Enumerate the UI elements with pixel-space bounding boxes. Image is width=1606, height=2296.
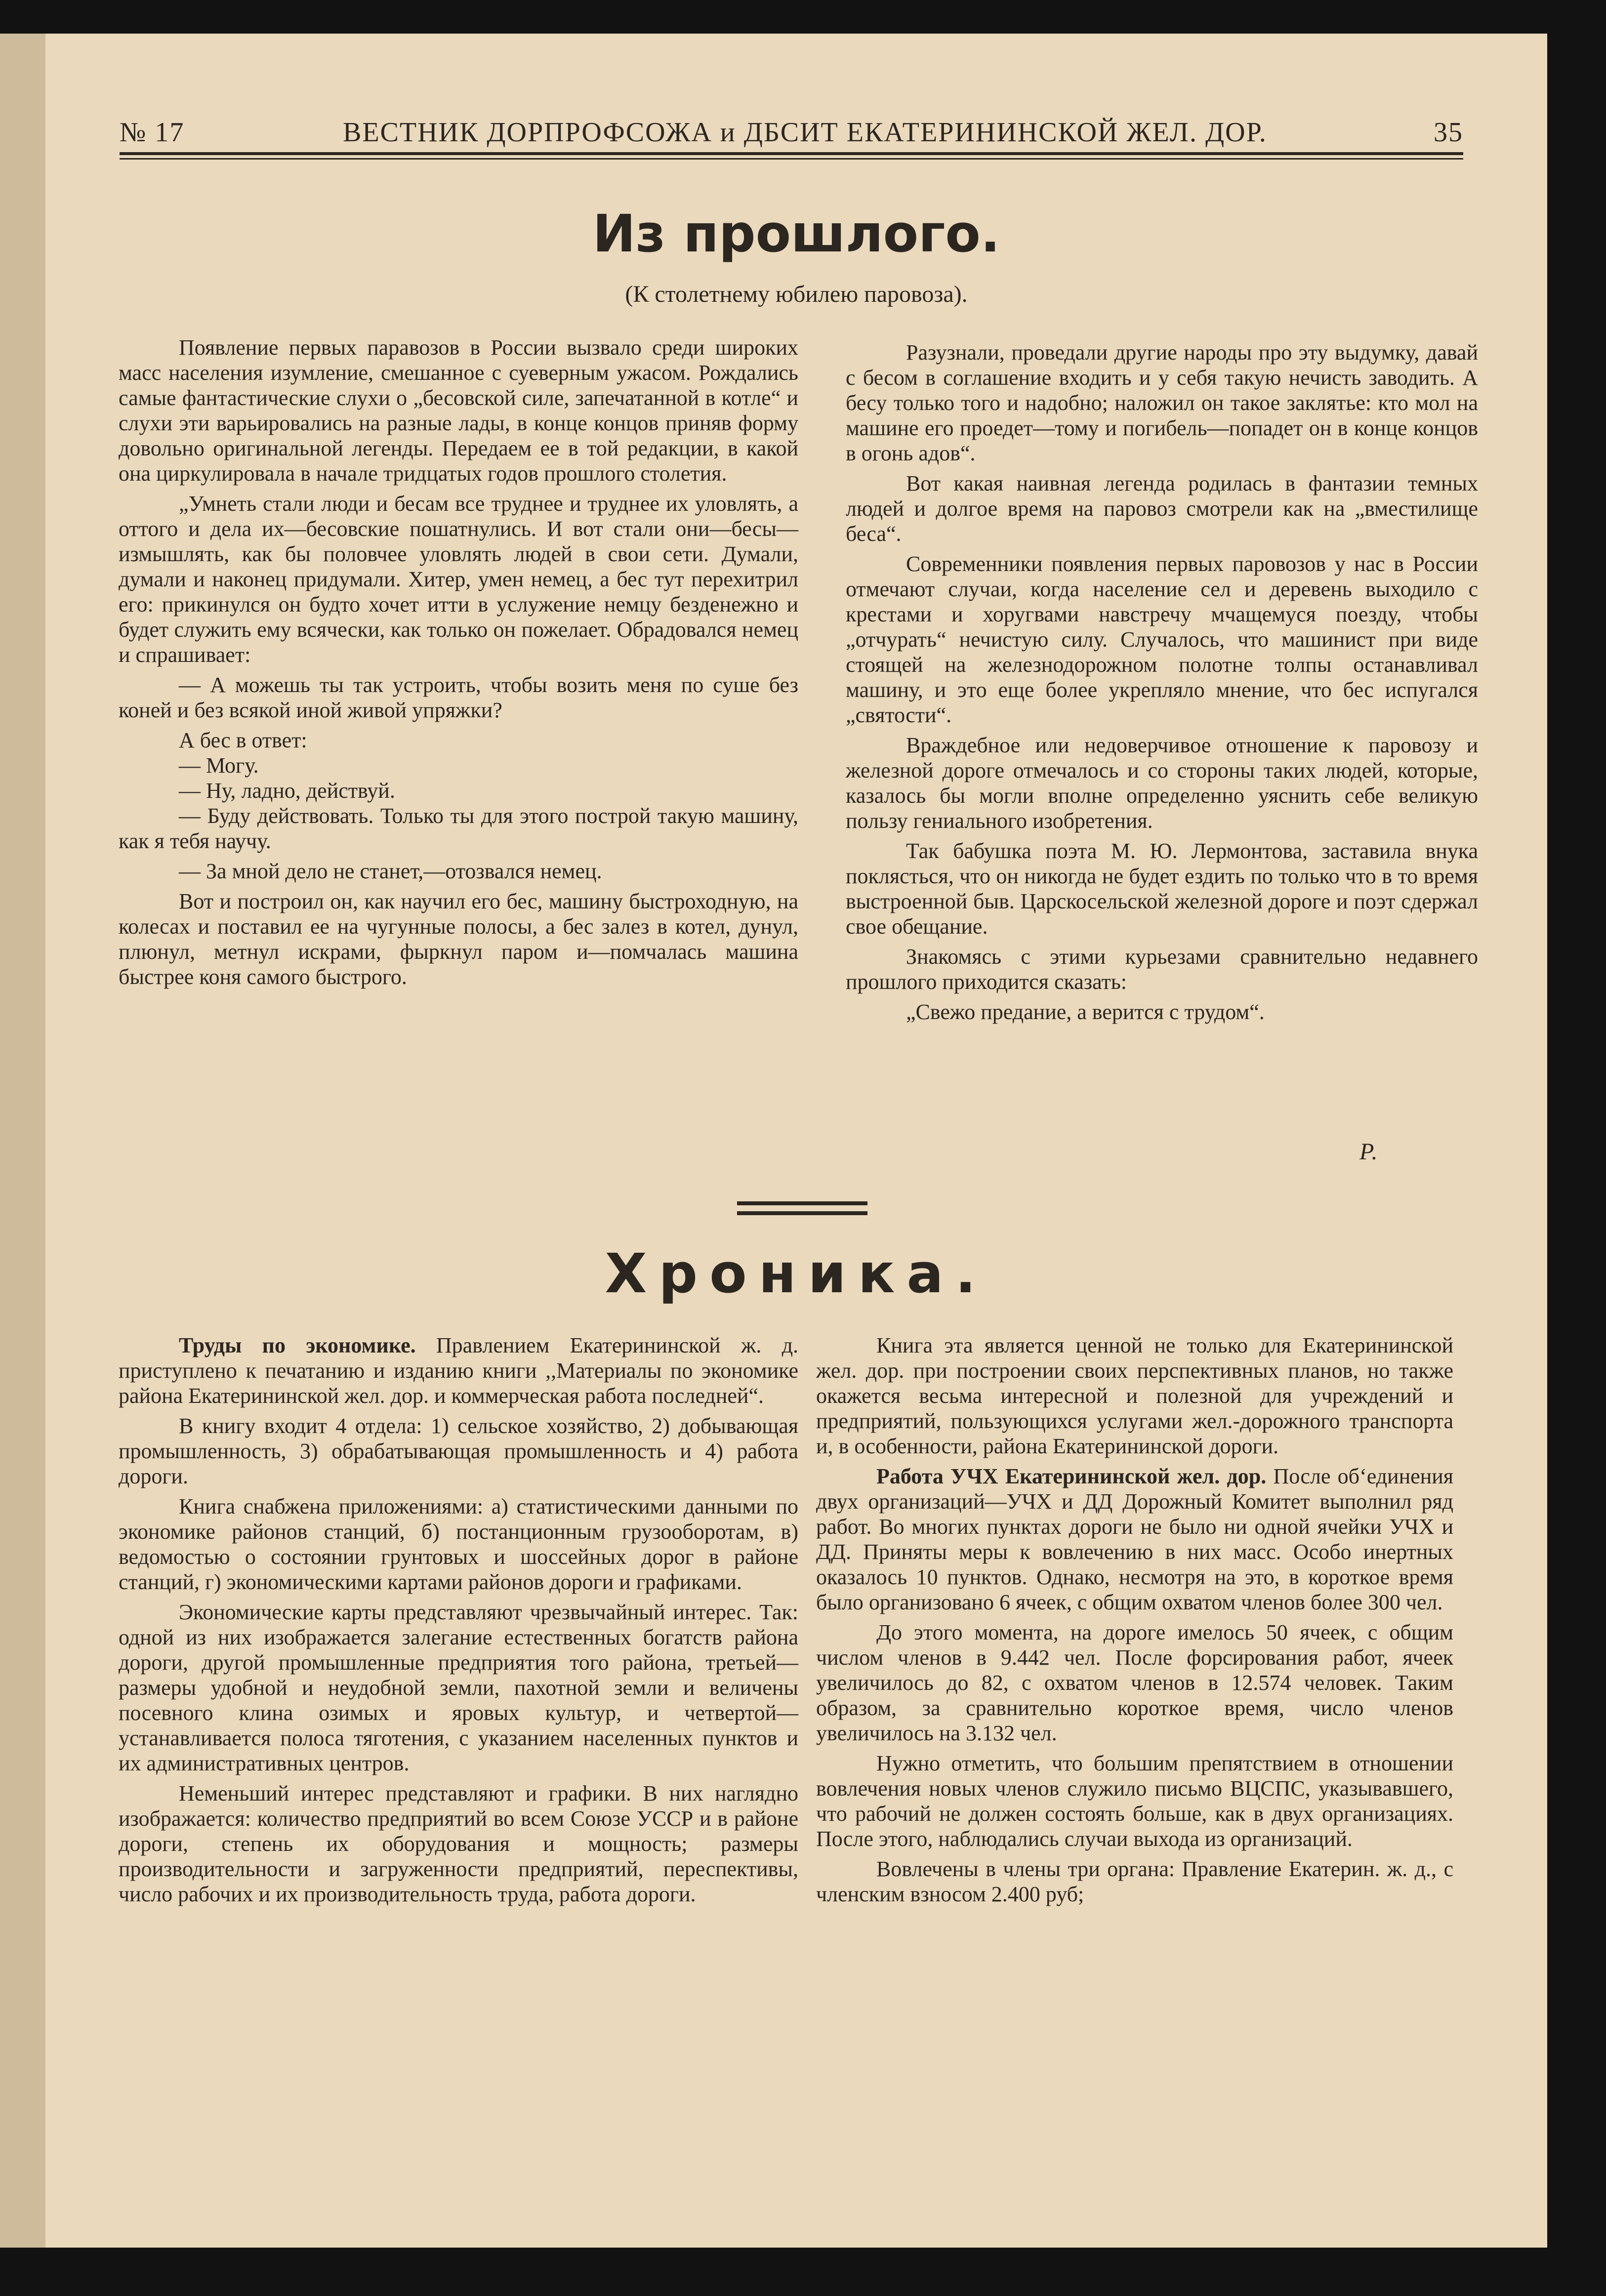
paragraph: Так бабушка поэта М. Ю. Лермонтова, заставила внука поклясться, что он никогда не будет ездить по только что в то время выстроенной быв. Царскосельской железной дороге и поэт сдержал свое обещание. — [846, 839, 1478, 939]
paragraph — [119, 1333, 798, 1408]
paragraph: Знакомясь с этими курьезами сравнительно недавнего прошлого приходится сказать: — [846, 944, 1478, 994]
author-signature: Р. — [1359, 1139, 1378, 1165]
journal-page — [45, 34, 1547, 2248]
header-rule-thin — [120, 158, 1463, 160]
article-right-column — [846, 340, 1478, 1029]
item-heading: Работа УЧХ Екатерининской жел. дор. — [876, 1464, 1267, 1488]
paragraph: „Свежо предание, а верится с трудом“. — [906, 1000, 1265, 1024]
paragraph: Современники появления первых паровозов у нас в России отмечают случаи, когда население сел и деревень выходило с крестами и хоругвами навстречу мчащемуся поезду, чтобы „отчурать“ нечистую силу. Случалось, что машинист при виде стоящей на железнодорожном полотне толпы останавливал машину, и это еще более укрепляло мнение, что бес испугался „святости“. — [846, 552, 1478, 727]
paragraph: А бес в ответ: — [179, 728, 307, 752]
running-header — [120, 117, 1463, 156]
paragraph: — За мной дело не станет,—отозвался немец. — [179, 859, 602, 883]
paragraph: — А можешь ты так устроить, чтобы возить меня по суше без коней и без всякой иной живой упряжки? — [119, 673, 798, 722]
paragraph: Разузнали, проведали другие народы про эту выдумку, давай с бесом в соглашение входить и у себя такую нечисть заводить. А бесу только того и надобно; наложил он такое заклятье: кто мол на машине его проедет—тому и погибель—попадет он в конце концов в огонь адов“. — [846, 340, 1478, 465]
section-divider-top — [737, 1201, 867, 1205]
article-left-column — [119, 335, 798, 994]
article-subtitle: (К столетнему юбилею паровоза). — [625, 281, 968, 307]
paragraph: — Буду действовать. Только ты для этого построй такую машину, как я тебя научу. — [119, 804, 798, 853]
paragraph: Появление первых паравозов в России вызвало среди широких масс населения изумление, смешанное с суеверным ужасом. Рождались самые фантастические слухи о „бесовской силе, запечатанной в котле“ и слухи эти варьировались на разные лады, в конце концов приняв форму довольно оригинальной легенды. Передаем ее в той редакции, в какой она циркулировала в начале тридцатых годов прошлого столетия. — [119, 335, 798, 486]
paragraph: — Ну, ладно, действуй. — [179, 779, 395, 803]
section-divider-bottom — [737, 1211, 867, 1215]
chronicle-right-column — [816, 1333, 1453, 1912]
item-text: Правлением Екатерининской ж. д. приступлено к печатанию и изданию книги ,,Материалы по экономике района Екатерининской жел. дор. и коммерческая работа последней“. — [119, 1333, 798, 1408]
paragraph: Вот какая наивная легенда родилась в фантазии темных людей и долгое время на паровоз смотрели как на „вместилище беса“. — [846, 471, 1478, 546]
article-title: Из прошлого. — [592, 204, 1000, 264]
paragraph: Экономические карты представляют чрезвычайный интерес. Так: одной из них изображается залегание естественных богатств района дороги, другой промышленные предприятия того района, третьей—размеры удобной и неудобной земли, пахотной земли и величены посевного клина озимых и яровых культур, и четвертой—устанавливается полоса тяготения, с указанием населенных пунктов и их административных центров. — [119, 1600, 798, 1775]
paragraph: — Могу. — [179, 753, 259, 778]
paragraph — [816, 1464, 1453, 1615]
paragraph: В книгу входит 4 отдела: 1) сельское хозяйство, 2) добывающая промышленность, 3) обрабатывающая промышленность и 4) работа дороги. — [119, 1414, 798, 1488]
paragraph: „Умнеть стали люди и бесам все труднее и труднее их уловлять, а оттого и дела их—бесовские пошатнулись. И вот стали они—бесы—измышлять, как бы половчее уловлять людей в свои сети. Думали, думали и наконец придумали. Хитер, умен немец, а бес тут перехитрил его: прикинулся он будто хочет итти в услужение немцу безденежно и будет служить ему всячески, как только он пожелает. Обрадовался немец и спрашивает: — [119, 492, 798, 667]
section-title: Хроника. — [605, 1242, 988, 1305]
paragraph: До этого момента, на дороге имелось 50 ячеек, с общим числом членов в 9.442 чел. После форсирования работ, ячеек увеличилось до 82, с охватом членов в 12.574 человек. Таким образом, за сравнительно короткое время, число членов увеличилось на 3.132 чел. — [816, 1620, 1453, 1745]
journal-title: ВЕСТНИК ДОРПРОФСОЖА и ДБСИТ ЕКАТЕРИНИНСКОЙ ЖЕЛ. ДОР. — [343, 117, 1267, 148]
paragraph: Книга снабжена приложениями: а) статистическими данными по экономике районов станций, б) постанционным грузооборотам, в) ведомостью о состоянии грунтовых и шоссейных дорог в районе станций, г) экономическими картами районов дороги и графиками. — [119, 1494, 798, 1594]
chronicle-left-column — [119, 1333, 798, 1912]
paragraph: Вовлечены в члены три органа: Правление Екатерин. ж. д., с членским взносом 2.400 руб; — [816, 1857, 1453, 1906]
paragraph: Враждебное или недоверчивое отношение к паровозу и железной дороге отмечалось и со стороны таких людей, которые, казалось бы могли вполне определенно уяснить себе великую пользу гениального изобретения. — [846, 733, 1478, 833]
paragraph: Неменьший интерес представляют и графики. В них наглядно изображается: количество предприятий во всем Союзе УССР и в районе дороги, степень их оборудования и мощность; размеры производительности и загруженности предприятий, переспективы, число рабочих и их производительность труда, работа дороги. — [119, 1781, 798, 1906]
item-heading: Труды по экономике. — [179, 1333, 416, 1357]
paragraph: Книга эта является ценной не только для Екатерининской жел. дор. при построении своих перспективных планов, но также окажется весьма интересной и полезной для учреждений и предприятий, пользующихся услугами жел.-дорожного транспорта и, в особенности, района Екатерининской дороги. — [816, 1333, 1453, 1458]
issue-number: № 17 — [120, 117, 185, 148]
binding-edge — [0, 34, 45, 2248]
item-text: После об‘единения двух организаций—УЧХ и ДД Дорожный Комитет выполнил ряд работ. Во многих пунктах дороги не было ни одной ячейки УЧХ и ДД. Приняты меры к вовлечению в них масс. Особо инертных оказалось 10 пунктов. Однако, несмотря на это, в короткое время было организовано 6 ячеек, с общим охватом членов более 300 чел. — [816, 1464, 1454, 1614]
header-rule-thick — [120, 152, 1463, 155]
page-number: 35 — [1434, 117, 1463, 148]
paragraph: Нужно отметить, что большим препятствием в отношении вовлечения новых членов служило письмо ВЦСПС, указывавшего, что рабочий не должен состоять больше, как в двух организациях. После этого, наблюдались случаи выхода из организаций. — [816, 1751, 1453, 1851]
paragraph: Вот и построил он, как научил его бес, машину быстроходную, на колесах и поставил ее на чугунные полосы, а бес залез в котел, дунул, плюнул, метнул искрами, фыркнул паром и—помчалась машина быстрее коня самого быстрого. — [119, 889, 798, 989]
